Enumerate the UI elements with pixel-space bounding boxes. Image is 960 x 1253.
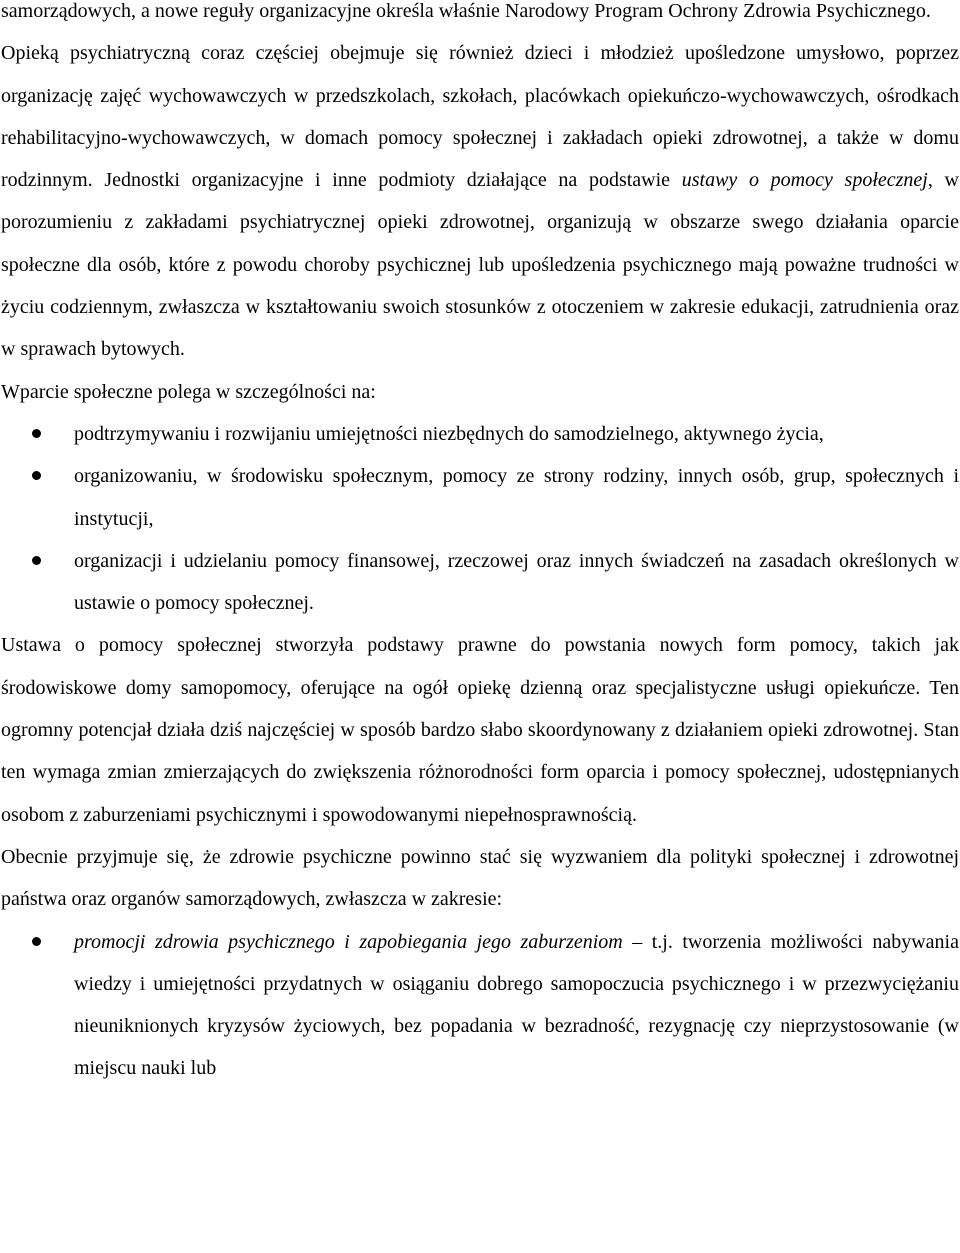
paragraph-act-basis: Ustawa o pomocy społecznej stworzyła podstawy prawne do powstania nowych form pomocy, takich jak środowiskowe domy samopomocy, oferujące na ogół opiekę dzienną oraz specjalistyczne usługi opiekuńcze. Ten ogromny potencjał działa dziś najczęściej w sposób bardzo słabo skoordynowany z działaniem opieki zdrowotnej. Stan ten wymaga zmian zmierzających do zwiększenia różnorodności form oparcia i pomocy społecznej, udostępnianych osobom z zaburzeniami psychicznymi i spowodowanymi niepełnosprawnością.	[1, 634, 959, 826]
list-item-text: – t.j. tworzenia możliwości nabywania wiedzy i umiejętności przydatnych w osiąganiu dobrego samopoczucia psychicznego i w przezwyciężaniu nieuniknionych kryzysów życiowych, bez popadania w bezradność, rezygnację czy nieprzystosowanie (w miejscu nauki lub	[74, 930, 959, 1080]
list-item	[1, 455, 959, 540]
list-item	[1, 540, 959, 625]
support-list	[1, 413, 959, 624]
list-item-text: organizacji i udzielaniu pomocy finansowej, rzeczowej oraz innych świadczeń na zasadach określonych w ustawie o pomocy społecznej.	[74, 549, 959, 615]
bullet-icon	[32, 429, 41, 438]
list-item	[1, 413, 959, 455]
paragraph-support-intro: Wparcie społeczne polega w szczególności na:	[1, 380, 376, 403]
bullet-icon	[32, 556, 41, 565]
list-item-text: organizowaniu, w środowisku społecznym, pomocy ze strony rodziny, innych osób, grup, społecznych i instytucji,	[74, 465, 959, 530]
paragraph-intro: samorządowych, a nowe reguły organizacyjne określa właśnie Narodowy Program Ochrony Zdrowia Psychicznego.	[1, 0, 931, 22]
paragraph-psychiatric-care-text-a: Opieką psychiatryczną coraz częściej obejmuje się również dzieci i młodzież upośledzone umysłowo, poprzez organizację zajęć wychowawczych w przedszkolach, szkołach, placówkach opiekuńczo-wychowawczych, ośrodkach rehabilitacyjno-wychowawczych, w domach pomocy społecznej i zakładach opieki zdrowotnej, a także w domu rodzinnym. Jednostki organizacyjne i inne podmioty działające na podstawie	[1, 42, 959, 192]
list-item-italic: promocji zdrowia psychicznego i zapobiegania jego zaburzeniom	[74, 930, 623, 953]
paragraph-psychiatric-care-text-b: , w porozumieniu z zakładami psychiatrycznej opieki zdrowotnej, organizują w obszarze swego działania oparcie społeczne dla osób, które z powodu choroby psychicznej lub upośledzenia psychicznego mają poważne trudności w życiu codziennym, zwłaszcza w kształtowaniu swoich stosunków z otoczeniem w zakresie edukacji, zatrudnienia oraz w sprawach bytowych.	[1, 169, 959, 361]
list-item	[1, 921, 959, 1090]
list-item-text: podtrzymywaniu i rozwijaniu umiejętności niezbędnych do samodzielnego, aktywnego życia,	[74, 422, 824, 445]
paragraph-mental-health-policy: Obecnie przyjmuje się, że zdrowie psychiczne powinno stać się wyzwaniem dla polityki społecznej i zdrowotnej państwa oraz organów samorządowych, zwłaszcza w zakresie:	[1, 845, 959, 911]
bullet-icon	[32, 937, 41, 946]
policy-list	[1, 921, 959, 1090]
act-title-italic: ustawy o pomocy społecznej	[681, 169, 928, 192]
bullet-icon	[32, 471, 41, 480]
paragraph-psychiatric-care	[1, 32, 959, 370]
